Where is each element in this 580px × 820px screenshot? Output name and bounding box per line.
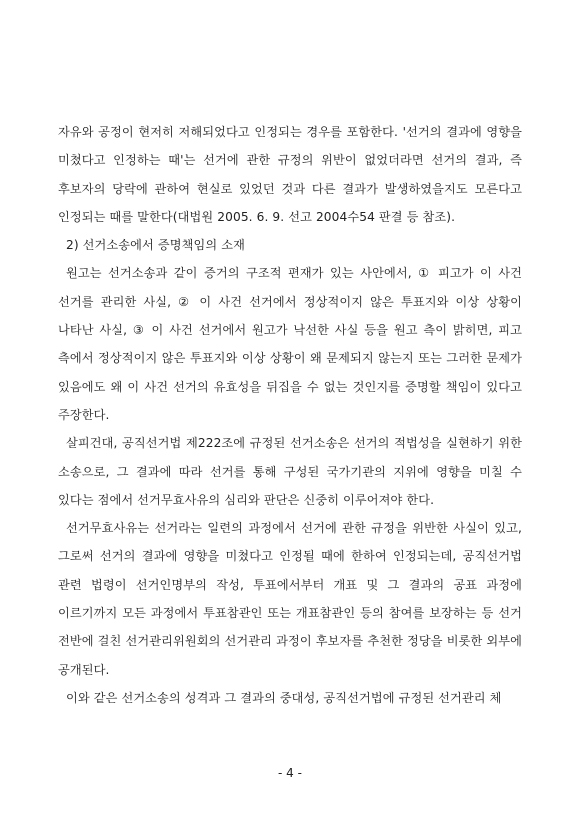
paragraph-continuation: 자유와 공정이 현저히 저해되었다고 인정되는 경우를 포함한다. '선거의 결과에 영향을 미쳤다고 인정하는 때'는 선거에 관한 규정의 위반이 없었더라면 선거의 결과, 즉 후보자의 당락에 관하여 현실로 있었던 것과 다른 결과가 발생하였을지도 모른다고 인정되는 때를 말한다(대법원 2005. 6. 9. 선고 2004수54 판결 등 참조). (58, 125, 522, 224)
paragraph-continued: 이와 같은 선거소송의 성격과 그 결과의 중대성, 공직선거법에 규정된 선거관리 체 (66, 690, 502, 705)
paragraph-review: 살피건대, 공직선거법 제222조에 규정된 선거소송은 선거의 적법성을 실현하기 위한 소송으로, 그 결과에 따라 선거를 통해 구성된 국가기관의 지위에 영향을 미칠 수 있다는 점에서 선거무효사유의 심리와 판단은 신중히 이루어져야 한다. (58, 436, 522, 507)
page-number: - 4 - (278, 766, 302, 780)
document-body (58, 118, 522, 712)
section-heading: 2) 선거소송에서 증명책임의 소재 (66, 238, 245, 253)
paragraph-invalidity-grounds: 선거무효사유는 선거라는 일련의 과정에서 선거에 관한 규정을 위반한 사실이 있고, 그로써 선거의 결과에 영향을 미쳤다고 인정될 때에 한하여 인정되는데, 공직선거법 관련 법령이 선거인명부의 작성, 투표에서부터 개표 및 그 결과의 공표 과정에 이르기까지 모든 과정에서 투표참관인 또는 개표참관인 등의 참여를 보장하는 등 선거 전반에 걸친 선거관리위원회의 선거관리 과정이 후보자를 추천한 정당을 비롯한 외부에 공개된다. (58, 521, 522, 677)
paragraph-plaintiff-claim: 원고는 선거소송과 같이 증거의 구조적 편재가 있는 사안에서, ① 피고가 이 사건 선거를 관리한 사실, ② 이 사건 선거에서 정상적이지 않은 투표지와 이상 상황이 나타난 사실, ③ 이 사건 선거에서 원고가 낙선한 사실 등을 원고 측이 밝히면, 피고 측에서 정상적이지 않은 투표지와 이상 상황이 왜 문제되지 않는지 또는 그러한 문제가 있음에도 왜 이 사건 선거의 유효성을 뒤집을 수 없는 것인지를 증명할 책임이 있다고 주장한다. (58, 266, 522, 422)
